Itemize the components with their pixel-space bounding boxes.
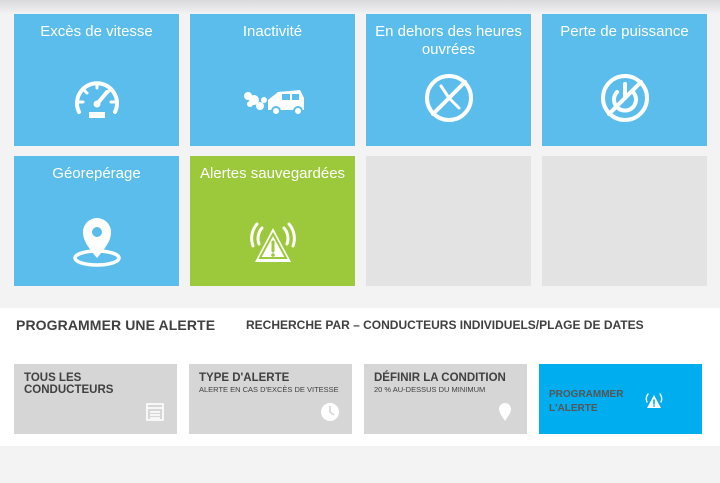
schedule-steps [14, 364, 702, 434]
after-hours-clock-icon [421, 70, 477, 126]
power-off-icon [597, 70, 653, 126]
tile-geofencing[interactable] [14, 156, 179, 286]
location-pin-icon [495, 402, 515, 422]
saved-alert-icon [245, 212, 301, 268]
tile-label: En dehors des heures ouvrées [375, 23, 522, 58]
step-subtitle: 20 % AU-DESSUS DU MINIMUM [374, 385, 486, 394]
step-define-condition[interactable] [364, 364, 527, 434]
step-title: TOUS LES CONDUCTEURS [24, 372, 114, 396]
top-shadow [0, 0, 720, 14]
step-title: TYPE D'ALERTE [199, 372, 290, 384]
geofence-pin-icon [69, 212, 125, 268]
step-subtitle: ALERTE EN CAS D'EXCÈS DE VITESSE [199, 385, 339, 394]
schedule-alert-panel [0, 308, 720, 446]
step-title: PROGRAMMER L'ALERTE [549, 389, 624, 414]
clock-icon [320, 402, 340, 422]
step-schedule-alert[interactable] [539, 364, 702, 434]
idling-car-icon [238, 70, 308, 126]
alert-signal-icon [644, 390, 664, 410]
calendar-list-icon [145, 402, 165, 422]
tile-speeding[interactable] [14, 14, 179, 146]
speedometer-icon [69, 70, 125, 126]
tile-label: Alertes sauvegardées [199, 165, 346, 182]
tile-label: Excès de vitesse [40, 23, 153, 40]
step-all-drivers[interactable] [14, 364, 177, 434]
step-alert-type[interactable] [189, 364, 352, 434]
alert-type-grid [14, 14, 707, 286]
step-title: DÉFINIR LA CONDITION [374, 372, 506, 384]
tile-idling[interactable] [190, 14, 355, 146]
tile-label: Inactivité [242, 23, 303, 40]
tile-empty-2 [542, 156, 707, 286]
tile-label: Géorepérage [52, 165, 141, 182]
search-by-label: RECHERCHE PAR – CONDUCTEURS INDIVIDUELS/PLAGE DE DATES [246, 318, 644, 332]
tile-after-hours[interactable] [366, 14, 531, 146]
tile-label: Perte de puissance [560, 23, 689, 40]
tile-power-loss[interactable] [542, 14, 707, 146]
tile-empty-1 [366, 156, 531, 286]
tile-saved-alerts[interactable] [190, 156, 355, 286]
section-title: PROGRAMMER UNE ALERTE [16, 317, 216, 333]
